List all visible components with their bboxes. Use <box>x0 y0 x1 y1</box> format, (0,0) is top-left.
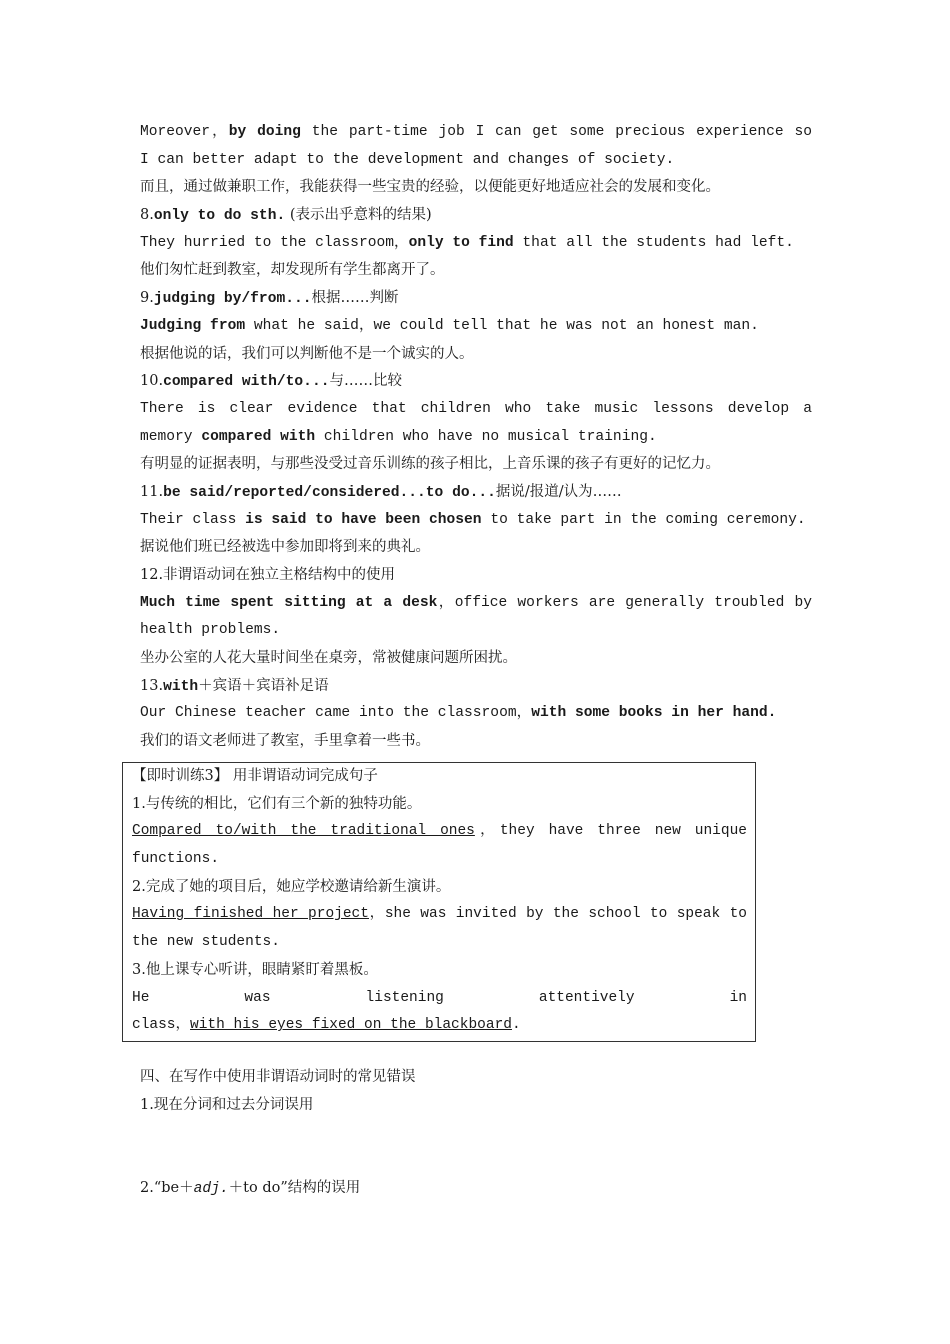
point-heading: 8.only to do sth. (表示出乎意料的结果) <box>140 207 432 225</box>
section-item: 1.现在分词和过去分词误用 <box>140 1096 314 1113</box>
key-phrase: compared with <box>201 428 316 445</box>
exercise-question: 1.与传统的相比，它们有三个新的独特功能。 <box>132 795 422 812</box>
key-phrase: compared with/to... <box>163 374 330 391</box>
example-sentence: There is clear evidence that children who take music lessons develop a <box>140 400 812 417</box>
translation: 我们的语文老师进了教室，手里拿着一些书。 <box>140 733 430 750</box>
point-heading: 13.with＋宾语＋宾语补足语 <box>140 677 329 695</box>
key-phrase: with some books in her hand. <box>531 705 777 722</box>
example-sentence-cont: memory compared with children who have no musical training. <box>140 428 657 445</box>
exercise-answer: Compared to/with the traditional ones，they have three new unique <box>132 823 747 840</box>
section-item: 2.“be＋adj.＋to do”结构的误用 <box>140 1180 361 1198</box>
key-phrase: with <box>163 678 199 695</box>
point-heading: 9.judging by/from...根据……判断 <box>140 290 399 308</box>
section-heading: 四、在写作中使用非谓语动词时的常见错误 <box>140 1069 416 1085</box>
exercise-answer-cont: class，with his eyes fixed on the blackboard. <box>132 1017 521 1034</box>
blank-space <box>140 1119 812 1175</box>
exercise-box <box>122 762 756 1042</box>
point-heading: 11.be said/reported/considered...to do...据说/报道/认为…… <box>140 483 622 501</box>
key-phrase: is said to have been chosen <box>245 511 482 528</box>
point-heading: 10.compared with/to...与……比较 <box>140 373 402 391</box>
example-sentence: Our Chinese teacher came into the classroom，with some books in her hand. <box>140 705 777 722</box>
point-heading: 12.非谓语动词在独立主格结构中的使用 <box>140 567 396 583</box>
key-phrase: Judging from <box>140 317 246 334</box>
translation: 根据他说的话，我们可以判断他不是一个诚实的人。 <box>140 345 474 362</box>
translation: 他们匆忙赶到教室，却发现所有学生都离开了。 <box>140 262 445 279</box>
translation: 而且，通过做兼职工作，我能获得一些宝贵的经验，以便能更好地适应社会的发展和变化。 <box>140 179 720 196</box>
example-sentence: Moreover，by doing the part-time job I can get some precious experience so <box>140 124 812 140</box>
key-phrase: be said/reported/considered...to do... <box>163 484 496 501</box>
answer-blank: with his eyes fixed on the blackboard <box>190 1017 512 1034</box>
exercise-answer: Having finished her project，she was invited by the school to speak to <box>132 906 747 923</box>
key-phrase: judging by/from... <box>153 291 312 308</box>
translation: 据说他们班已经被选中参加即将到来的典礼。 <box>140 539 430 556</box>
translation: 有明显的证据表明，与那些没受过音乐训练的孩子相比，上音乐课的孩子有更好的记忆力。 <box>140 456 720 473</box>
section-four <box>140 1064 812 1203</box>
answer-blank: Having finished her project <box>132 906 369 923</box>
key-phrase: only to do sth. <box>153 208 286 225</box>
exercise-question: 2.完成了她的项目后，她应学校邀请给新生演讲。 <box>132 878 451 895</box>
key-phrase: by doing <box>228 124 301 140</box>
exercise-title: 【即时训练3】 用非谓语动词完成句子 <box>132 768 378 784</box>
document-body <box>140 119 812 756</box>
example-sentence-cont: health problems. <box>140 622 281 639</box>
exercise-answer-cont: functions. <box>132 851 220 868</box>
key-phrase: only to find <box>408 234 514 251</box>
example-sentence: Their class is said to have been chosen to take part in the coming ceremony. <box>140 511 806 528</box>
example-sentence: Much time spent sitting at a desk，office workers are generally troubled by <box>140 594 812 611</box>
exercise-question: 3.他上课专心听讲，眼睛紧盯着黑板。 <box>132 961 378 978</box>
exercise-answer-cont: the new students. <box>132 934 280 951</box>
translation: 坐办公室的人花大量时间坐在桌旁，常被健康问题所困扰。 <box>140 650 517 667</box>
answer-blank: Compared to/with the traditional ones <box>132 823 475 840</box>
exercise-answer: He was listening attentively in <box>132 989 747 1006</box>
example-sentence-cont: I can better adapt to the development and changes of society. <box>140 151 675 168</box>
example-sentence: They hurried to the classroom，only to find that all the students had left. <box>140 234 794 251</box>
key-phrase: Much time spent sitting at a desk <box>140 594 438 611</box>
example-sentence: Judging from what he said，we could tell that he was not an honest man. <box>140 317 759 334</box>
